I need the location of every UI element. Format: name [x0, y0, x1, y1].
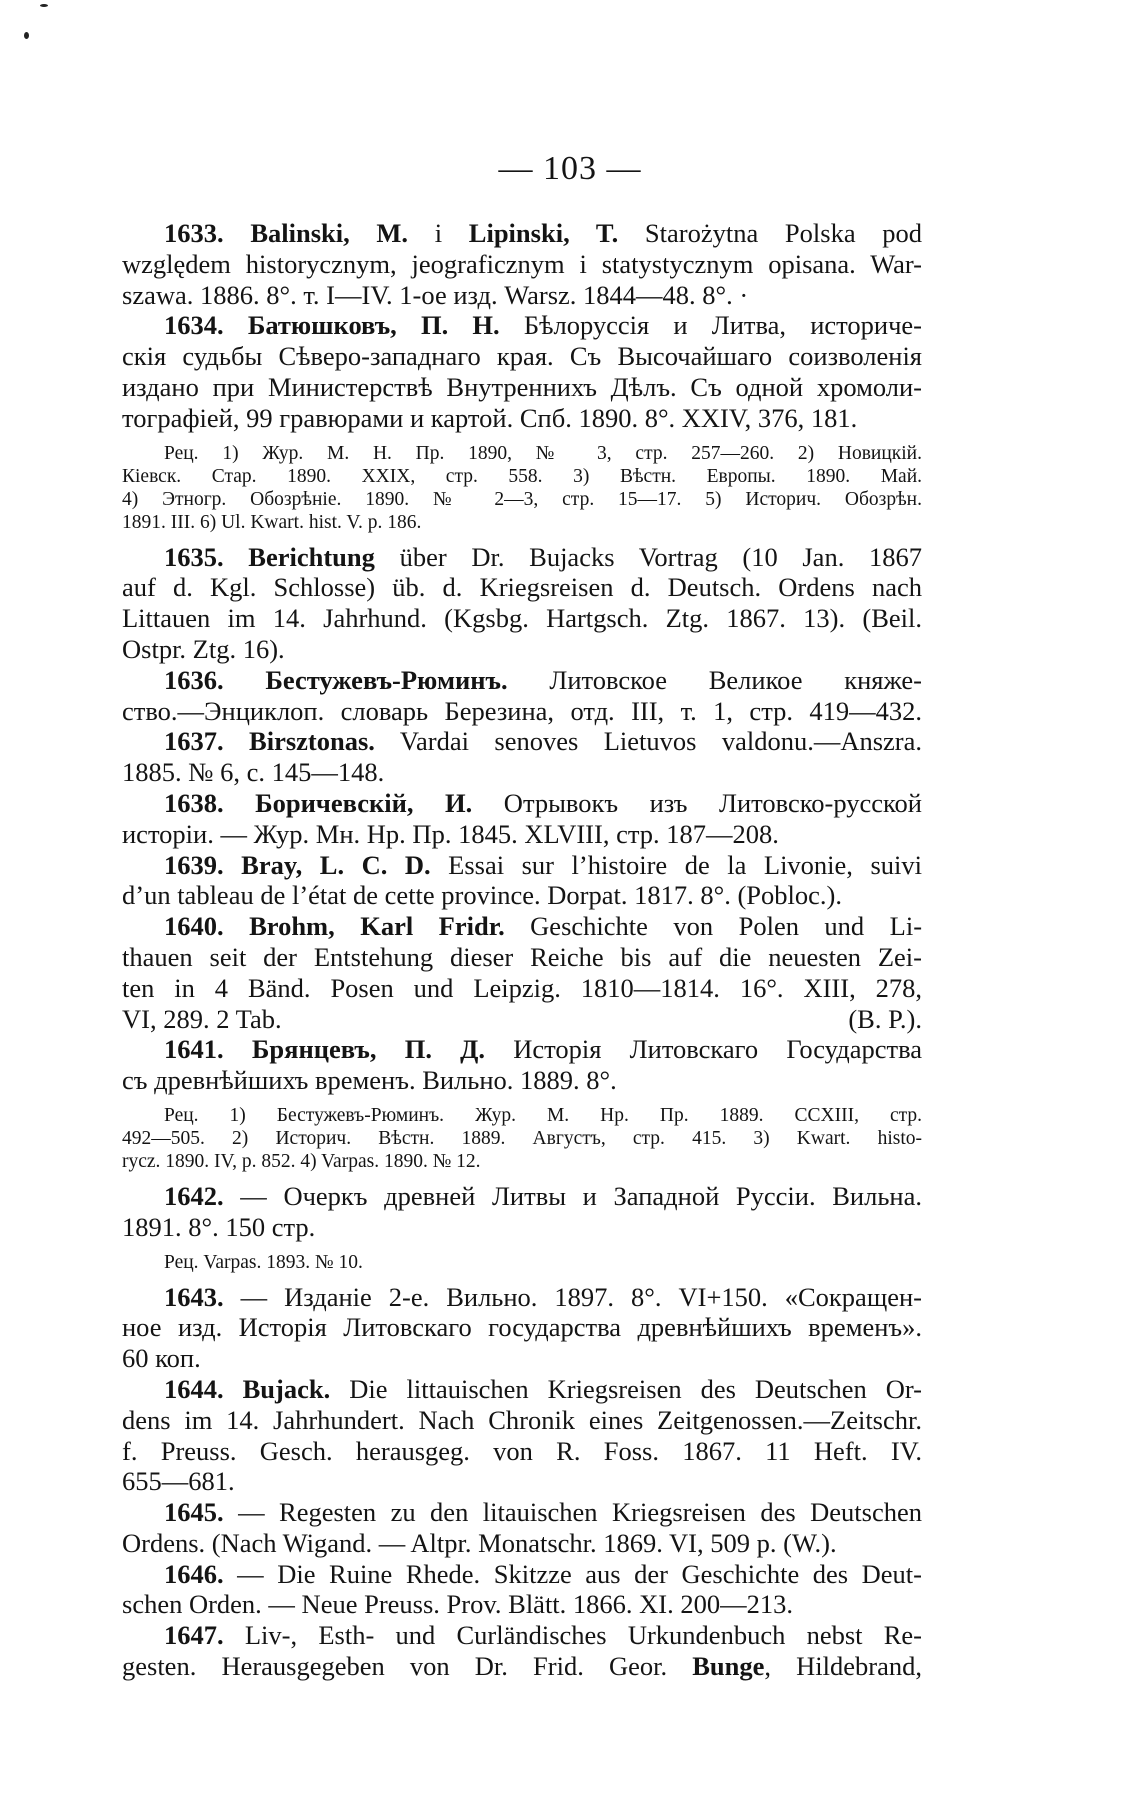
- entry-author: Бестужевъ-Рюминъ.: [265, 664, 508, 695]
- review-line: [122, 1127, 922, 1150]
- entry-number: 1639.: [164, 849, 242, 880]
- entry-text: — Очеркъ древней Литвы и Западной Руссіи. Вильна.: [223, 1180, 922, 1211]
- entry-number: 1646.: [164, 1558, 224, 1589]
- entry-text: Рец. 1) Жур. М. Н. Пр. 1890, № 3, стр. 257—260. 2) Новицкій.: [164, 442, 922, 464]
- entry-text: Отрывокъ изъ Литовско-русской: [472, 787, 922, 818]
- entry-text: Littauen im 14. Jahrhund. (Kgsbg. Hartgsch. Ztg. 1867. 13). (Beil.: [122, 603, 922, 634]
- entry-text: rycz. 1890. IV, p. 852. 4) Varpas. 1890. № 12.: [122, 1150, 481, 1172]
- review-line: [122, 442, 922, 465]
- entry-author: Berichtung: [248, 541, 375, 572]
- entry-line: [122, 1034, 922, 1065]
- entry-text: über Dr. Bujacks Vortrag (10 Jan. 1867: [374, 541, 922, 572]
- entry-line: [122, 341, 922, 372]
- entry-author: Brohm, Karl Fridr.: [249, 911, 505, 942]
- entry-line: [122, 310, 922, 341]
- entry-text: 4) Этногр. Обозрѣніе. 1890. № 2—3, стр. 15—17. 5) Историч. Обозрѣн.: [122, 488, 922, 510]
- entry-text: издано при Министерствѣ Внутреннихъ Дѣлъ. Съ одной хромоли-: [122, 371, 922, 402]
- entry-text: Geschichte von Polen und Li-: [504, 911, 923, 942]
- entry-text: — Изданіе 2-е. Вильно. 1897. 8°. VI+150. «Сокращен-: [223, 1281, 922, 1312]
- entry-text: Литовское Великое княже-: [507, 664, 922, 695]
- entry-line: [122, 665, 922, 696]
- entry-line: [122, 1312, 922, 1343]
- entry-author: Bunge: [692, 1651, 765, 1682]
- entry-number: 1637.: [164, 726, 250, 757]
- entry-line: [122, 911, 922, 942]
- entry-text: schen Orden. — Neue Preuss. Prov. Blätt. 1866. XI. 200—213.: [122, 1589, 794, 1620]
- entry-text: dens im 14. Jahrhundert. Nach Chronik eines Zeitgenossen.—Zeitschr.: [122, 1404, 922, 1435]
- entry-text: f. Preuss. Gesch. herausgeg. von R. Foss. 1867. 11 Heft. IV.: [122, 1435, 922, 1466]
- entry-line: [122, 634, 922, 665]
- entry-text: Рец. 1) Бестужевъ-Рюминъ. Жур. М. Нр. Пр. 1889. CCXIII, стр.: [164, 1104, 922, 1126]
- page-number: — 103 —: [498, 150, 642, 187]
- entry-number: 1645.: [164, 1497, 224, 1528]
- entry-text: Essai sur l’histoire de la Livonie, suivi: [430, 849, 922, 880]
- review-line: [122, 511, 922, 534]
- entry-line: [122, 603, 922, 634]
- entry-text: d’un tableau de l’état de cette province. Dorpat. 1817. 8°. (Pobloc.).: [122, 880, 842, 911]
- entry-line: [122, 1181, 922, 1212]
- entry-author: Брянцевъ, П. Д.: [251, 1034, 486, 1065]
- entry-author: Bray, L. C. D.: [241, 849, 431, 880]
- entry-line: [122, 249, 922, 280]
- entry-line: [122, 696, 922, 727]
- review-line: [122, 1104, 922, 1127]
- entry-line: [122, 1497, 922, 1528]
- entry-line: [122, 372, 922, 403]
- entry-text: 1891. 8°. 150 стр.: [122, 1211, 316, 1242]
- entry-text: Кіевск. Стар. 1890. XXIX, стр. 558. 3) Вѣстн. Европы. 1890. Май.: [122, 465, 922, 487]
- entry-author: Батюшковъ, П. Н.: [247, 310, 500, 341]
- entry-text: Ostpr. Ztg. 16).: [122, 633, 285, 664]
- entry-text: Vardai senoves Lietuvos valdonu.—Anszra.: [374, 726, 922, 757]
- ink-speck: [40, 4, 48, 7]
- entry-line: [122, 1528, 922, 1559]
- entry-text: VI, 289. 2 Tab.: [122, 1003, 282, 1034]
- entry-text: 1891. III. 6) Ul. Kwart. hist. V. p. 186.: [122, 511, 422, 533]
- entry-number: 1634.: [164, 310, 248, 341]
- entry-number: 1644.: [164, 1373, 243, 1404]
- review-line: [122, 1251, 922, 1274]
- entry-line: [122, 880, 922, 911]
- entry-text: , Hildebrand,: [764, 1651, 922, 1682]
- entry-text: 1885. № 6, c. 145—148.: [122, 757, 385, 788]
- entry-number: 1647.: [164, 1620, 224, 1651]
- entry-line: [122, 1620, 922, 1651]
- entry-line: [122, 542, 922, 573]
- entry-number: 1641.: [164, 1034, 252, 1065]
- entry-author: Balinski, M.: [250, 218, 409, 248]
- ink-speck: [24, 32, 29, 39]
- entry-text: Бѣлоруссія и Литва, историче-: [499, 310, 923, 341]
- entry-number: 1633.: [164, 218, 251, 248]
- entry-text: gesten. Herausgegeben von Dr. Frid. Geor.: [122, 1651, 693, 1682]
- entry-text: i: [408, 218, 469, 248]
- entry-line: [122, 942, 922, 973]
- entry-line: [122, 788, 922, 819]
- entry-line: [122, 1436, 922, 1467]
- entry-author: Бoричевскій, И.: [255, 787, 473, 818]
- entry-line: [122, 850, 922, 881]
- entry-text: szawa. 1886. 8°. т. I—IV. 1-ое изд. Warsz. 1844—48. 8°. ·: [122, 279, 749, 310]
- entry-text: thauen seit der Entstehung dieser Reiche bis auf die neuesten Zei-: [122, 941, 922, 972]
- entry-line: [122, 819, 922, 850]
- entry-line: [122, 1405, 922, 1436]
- entry-number: 1638.: [164, 787, 256, 818]
- entry-number: 1640.: [164, 911, 250, 942]
- entry-number: 1642.: [164, 1180, 224, 1211]
- entry-line: [122, 280, 922, 311]
- entry-text: Рец. Varpas. 1893. № 10.: [164, 1251, 363, 1273]
- entry-author: Lipinski, T.: [468, 218, 619, 248]
- entry-text: 655—681.: [122, 1466, 235, 1497]
- entry-line: [122, 1466, 922, 1497]
- entry-line: [122, 1282, 922, 1313]
- entry-text: скія судьбы Сѣверо-западнаго края. Съ Высочайшаго соизволенія: [122, 341, 922, 372]
- entry-text: — Regesten zu den litauischen Kriegsreisen des Deutschen: [223, 1497, 922, 1528]
- entry-text: съ древнѣйшихъ временъ. Вильно. 1889. 8°.: [122, 1065, 617, 1096]
- entry-text: (B. P.).: [848, 1003, 922, 1034]
- entry-line: [122, 572, 922, 603]
- entry-line: [122, 1589, 922, 1620]
- entry-number: 1636.: [164, 664, 266, 695]
- entry-text: względem historycznym, jeograficznym i statystycznym opisana. War-: [122, 248, 922, 279]
- entry-text: Starożytna Polska pod: [618, 218, 923, 248]
- entry-text: 492—505. 2) Историч. Вѣстн. 1889. Августъ, стр. 415. 3) Kwart. histo-: [122, 1127, 922, 1149]
- entry-line: [122, 1343, 922, 1374]
- entry-text: ство.—Энциклоп. словарь Березина, отд. III, т. 1, стр. 419—432.: [122, 695, 922, 726]
- entry-line: [122, 726, 922, 757]
- entry-line: [122, 1374, 922, 1405]
- review-line: [122, 1150, 922, 1173]
- entry-text: — Die Ruine Rhede. Skitzze aus der Geschichte des Deut-: [223, 1558, 922, 1589]
- entry-text: исторіи. — Жур. Мн. Нр. Пр. 1845. XLVIII, стр. 187—208.: [122, 818, 779, 849]
- review-line: [122, 488, 922, 511]
- entry-text: Liv-, Esth- und Curländisches Urkundenbuch nebst Re-: [223, 1620, 922, 1651]
- entry-text: Die littauischen Kriegsreisen des Deutschen Or-: [330, 1373, 922, 1404]
- entry-line: [122, 1212, 922, 1243]
- entry-text: Ordens. (Nach Wigand. — Altpr. Monatschr. 1869. VI, 509 p. (W.).: [122, 1527, 837, 1558]
- entry-line: [122, 1651, 922, 1682]
- entry-text: тографіей, 99 гравюрами и картой. Спб. 1890. 8°. XXIV, 376, 181.: [122, 402, 858, 433]
- bibliography-text: [122, 218, 922, 1682]
- entry-text: auf d. Kgl. Schlosse) üb. d. Kriegsreisen d. Deutsch. Ordens nach: [122, 572, 922, 603]
- entry-line: [122, 403, 922, 434]
- entry-text: ten in 4 Bänd. Posen und Leipzig. 1810—1814. 16°. XIII, 278,: [122, 972, 922, 1003]
- entry-line: [122, 973, 922, 1004]
- entry-line: [122, 1065, 922, 1096]
- entry-line: [122, 1004, 922, 1035]
- entry-text: Исторія Литовскаго Государства: [485, 1034, 923, 1065]
- entry-author: Birsztonas.: [249, 726, 375, 757]
- entry-line: [122, 1559, 922, 1590]
- review-line: [122, 465, 922, 488]
- entry-number: 1643.: [164, 1281, 224, 1312]
- entry-line: [122, 757, 922, 788]
- entry-line: [122, 218, 922, 249]
- entry-number: 1635.: [164, 541, 249, 572]
- entry-author: Bujack.: [242, 1373, 331, 1404]
- entry-text: 60 коп.: [122, 1343, 201, 1374]
- entry-text: ное изд. Исторія Литовскаго государства древнѣйшихъ временъ».: [122, 1312, 922, 1343]
